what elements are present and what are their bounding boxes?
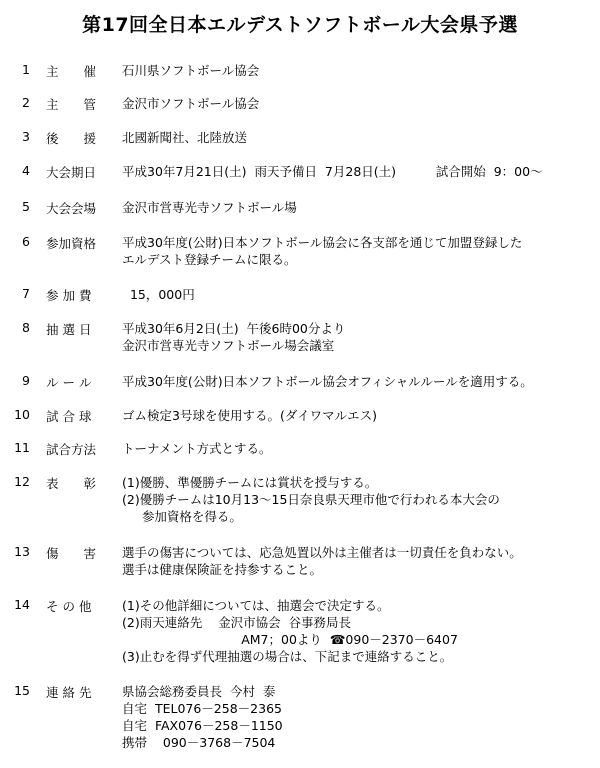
item-content bbox=[122, 407, 377, 424]
item-label: 大会会場 bbox=[46, 201, 97, 216]
item-number: 10 bbox=[14, 407, 30, 422]
item-number: 2 bbox=[22, 95, 30, 110]
item-content bbox=[122, 199, 297, 216]
item-number: 13 bbox=[14, 544, 30, 559]
item-number: 5 bbox=[22, 199, 30, 214]
item-number: 7 bbox=[22, 286, 30, 301]
item-label: 抽 選 日 bbox=[46, 322, 92, 337]
item-content bbox=[122, 320, 345, 354]
item-number: 14 bbox=[14, 597, 30, 612]
item-content-line: (1)優勝、準優勝チームには賞状を授与する。 bbox=[122, 475, 378, 490]
item-number: 3 bbox=[22, 129, 30, 144]
page-title: 第17回全日本エルデストソフトボール大会県予選 bbox=[82, 14, 518, 36]
item-label: 表 彰 bbox=[46, 476, 97, 491]
item-label: 大会期日 bbox=[46, 165, 97, 180]
item-content-line: (1)その他詳細については、抽選会で決定する。 bbox=[122, 598, 390, 613]
item-content bbox=[122, 597, 458, 665]
item-number: 1 bbox=[22, 62, 30, 77]
item-content-line: (2)雨天連絡先 金沢市協会 谷事務局長 bbox=[122, 615, 352, 630]
item-content bbox=[122, 373, 533, 390]
item-content-line: 平成30年6月2日(土) 午後6時00分より bbox=[122, 321, 346, 336]
item-content-line: 自宅 TEL076－258－2365 bbox=[122, 701, 282, 716]
item-content bbox=[122, 440, 272, 457]
item-content-line: 15，000円 bbox=[122, 287, 195, 302]
item-content-line: 携帯 090－3768－7504 bbox=[122, 735, 276, 750]
item-content-line: 金沢市営専光寺ソフトボール場会議室 bbox=[122, 338, 335, 353]
item-content-line: AM7；00より ☎090－2370－6407 bbox=[122, 632, 458, 647]
item-label: 試 合 球 bbox=[46, 409, 92, 424]
item-label: 連 絡 先 bbox=[46, 685, 92, 700]
item-number: 8 bbox=[22, 320, 30, 335]
item-number: 9 bbox=[22, 373, 30, 388]
item-label: そ の 他 bbox=[46, 599, 92, 614]
item-content bbox=[122, 95, 259, 112]
item-content-line: トーナメント方式とする。 bbox=[122, 441, 272, 456]
item-number: 15 bbox=[14, 683, 30, 698]
item-content-line: 平成30年度(公財)日本ソフトボール協会に各支部を通じて加盟登録した bbox=[122, 235, 523, 250]
item-label: 参 加 費 bbox=[46, 288, 92, 303]
item-content bbox=[122, 683, 283, 751]
item-label: ル ー ル bbox=[46, 375, 92, 390]
item-label: 傷 害 bbox=[46, 546, 97, 561]
item-label: 参加資格 bbox=[46, 236, 97, 251]
item-content bbox=[122, 234, 522, 268]
item-content-line: 県協会総務委員長 今村 泰 bbox=[122, 684, 276, 699]
item-content-line: 平成30年度(公財)日本ソフトボール協会オフィシャルルールを適用する。 bbox=[122, 374, 533, 389]
item-content-line: 金沢市ソフトボール協会 bbox=[122, 96, 260, 111]
item-content bbox=[122, 129, 247, 146]
item-content bbox=[122, 286, 195, 303]
item-label: 主 催 bbox=[46, 64, 97, 79]
item-content-line: 選手の傷害については、応急処置以外は主催者は一切責任を負わない。 bbox=[122, 545, 522, 560]
item-label: 試合方法 bbox=[46, 442, 97, 457]
item-content bbox=[122, 62, 259, 79]
item-content bbox=[122, 474, 500, 525]
item-content-line: 石川県ソフトボール協会 bbox=[122, 63, 260, 78]
item-content-line: (2)優勝チームは10月13～15日奈良県天理市他で行われる本大会の bbox=[122, 492, 500, 507]
item-content-line: ゴム検定3号球を使用する。(ダイワマルエス) bbox=[122, 408, 377, 423]
item-number: 6 bbox=[22, 234, 30, 249]
item-label: 主 管 bbox=[46, 97, 97, 112]
item-content-line: 金沢市営専光寺ソフトボール場 bbox=[122, 200, 297, 215]
item-content-line: 参加資格を得る。 bbox=[122, 509, 242, 524]
item-number: 4 bbox=[22, 163, 30, 178]
item-content-line: (3)止むを得ず代理抽選の場合は、下記まで連絡すること。 bbox=[122, 649, 453, 664]
item-content-line: エルデスト登録チームに限る。 bbox=[122, 252, 297, 267]
item-number: 12 bbox=[14, 474, 30, 489]
item-content-line: 選手は健康保険証を持参すること。 bbox=[122, 562, 323, 577]
item-content-line: 平成30年7月21日(土) 雨天予備日 7月28日(土) 試合開始 9：00～ bbox=[122, 164, 543, 179]
item-content bbox=[122, 163, 543, 180]
item-content-line: 自宅 FAX076－258－1150 bbox=[122, 718, 283, 733]
item-content bbox=[122, 544, 522, 578]
item-number: 11 bbox=[14, 440, 30, 455]
item-label: 後 援 bbox=[46, 131, 97, 146]
item-content-line: 北國新聞社、北陸放送 bbox=[122, 130, 248, 145]
